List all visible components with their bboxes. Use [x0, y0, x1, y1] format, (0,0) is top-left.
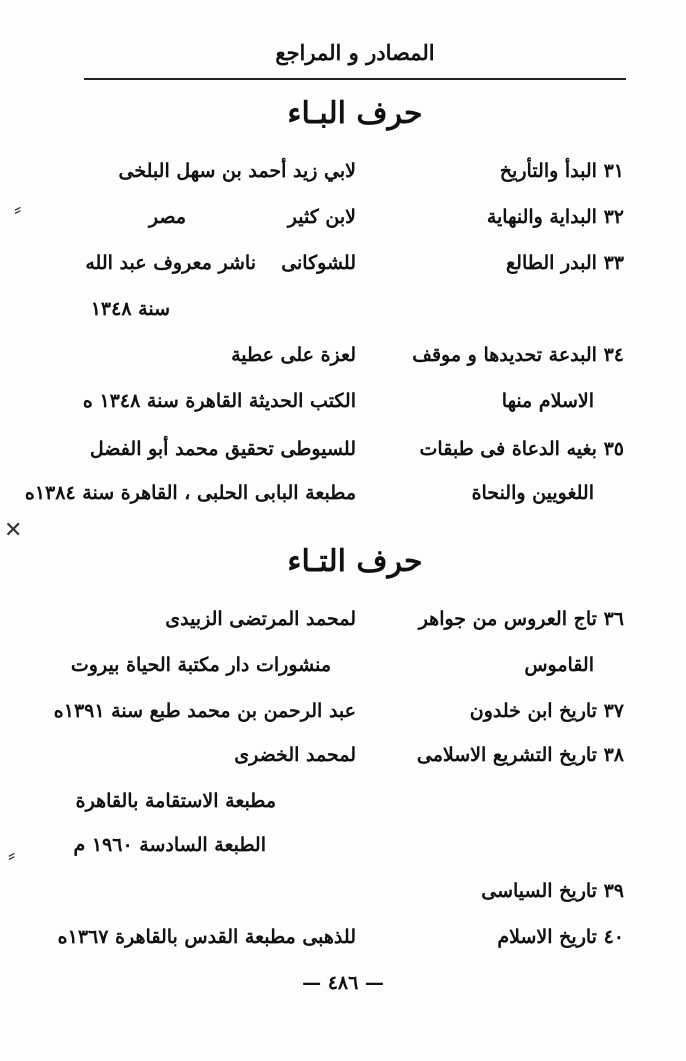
entry-38-title: ٣٨ تاريخ التشريع الاسلامى — [416, 744, 624, 766]
header-rule — [84, 78, 626, 80]
section-heading-ba: حرف البـاء — [287, 96, 423, 131]
entry-36-author: لمحمد المرتضى الزبيدى — [165, 608, 356, 630]
entry-40-author: للذهبى مطبعة القدس بالقاهرة ١٣٦٧ه — [57, 926, 356, 948]
entry-34-title-cont: الاسلام منها — [501, 390, 594, 412]
entry-31-title: ٣١ البدأ والتأريخ — [499, 160, 624, 182]
entry-33-publisher: ناشر معروف عبد الله — [85, 252, 256, 274]
entry-37-author: عبد الرحمن بن محمد طبع سنة ١٣٩١ه — [53, 700, 356, 722]
entry-32-title: ٣٢ البداية والنهاية — [486, 206, 624, 228]
entry-39-title: ٣٩ تاريخ السياسى — [481, 880, 624, 902]
entry-36-publisher: منشورات دار مكتبة الحياة بيروت — [70, 654, 331, 676]
entry-38-edition: الطبعة السادسة ١٩٦٠ م — [73, 834, 266, 856]
running-head: المصادر و المراجع — [275, 40, 435, 65]
entry-35-author: للسيوطى تحقيق محمد أبو الفضل — [89, 438, 356, 460]
entry-36-title: ٣٦ تاج العروس من جواهر — [418, 608, 624, 630]
entry-31-author: لابي زيد أحمد بن سهل البلخى — [118, 160, 356, 182]
entry-37-title: ٣٧ تاريخ ابن خلدون — [469, 700, 624, 722]
entry-33-year: سنة ١٣٤٨ — [90, 298, 170, 320]
entry-32-author: لابن كثير — [287, 206, 356, 228]
section-heading-ta: حرف التـاء — [287, 544, 423, 579]
entry-35-title-cont: اللغويين والنحاة — [471, 482, 594, 504]
margin-mark-bottom: ⸗ — [8, 843, 16, 868]
entry-38-author: لمحمد الخضرى — [234, 744, 356, 766]
entry-32-place: مصر — [148, 206, 186, 228]
entry-40-title: ٤٠ تاريخ الاسلام — [497, 926, 624, 948]
margin-mark-middle: ✕ — [4, 518, 23, 543]
entry-34-publisher: الكتب الحديثة القاهرة سنة ١٣٤٨ ه — [82, 390, 356, 412]
entry-34-title: ٣٤ البدعة تحديدها و موقف — [412, 344, 624, 366]
page-number: — ٤٨٦ — — [302, 972, 384, 994]
entry-33-author: للشوكانى — [281, 252, 356, 274]
margin-mark-top: ⸗ — [14, 197, 22, 222]
entry-34-author: لعزة على عطية — [231, 344, 356, 366]
entry-36-title-cont: القاموس — [524, 654, 594, 676]
entry-35-title: ٣٥ بغيه الدعاة فى طبقات — [419, 438, 624, 460]
entry-33-title: ٣٣ البدر الطالع — [506, 252, 624, 274]
entry-35-publisher: مطبعة البابى الحلبى ، القاهرة سنة ١٣٨٤ه — [24, 482, 356, 504]
entry-38-publisher: مطبعة الاستقامة بالقاهرة — [75, 790, 276, 812]
